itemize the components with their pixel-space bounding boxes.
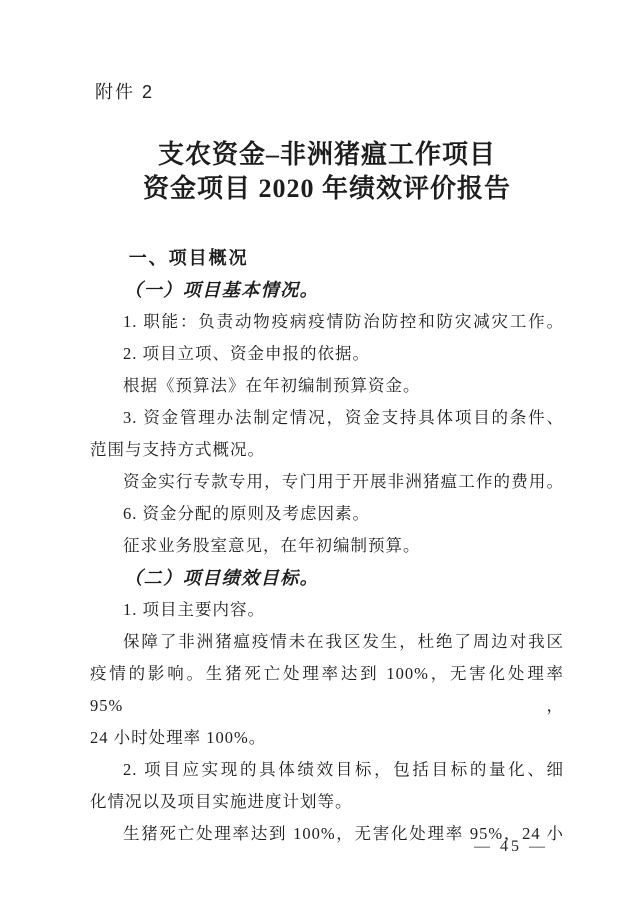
- section-heading-1: 一、项目概况: [128, 248, 249, 268]
- paragraph-line: 根据《预算法》在年初编制预算资金。: [123, 376, 421, 395]
- paragraph-line: 3. 资金管理办法制定情况，资金支持具体项目的条件、: [123, 408, 564, 427]
- paragraph-line: 24 小时处理率 100%。: [90, 728, 267, 747]
- paragraph-line: 保障了非洲猪瘟疫情未在我区发生，杜绝了周边对我区: [123, 632, 564, 651]
- paragraph-line: 征求业务股室意见，在年初编制预算。: [123, 536, 421, 555]
- subsection-heading-2: （二）项目绩效目标。: [124, 568, 320, 588]
- paragraph-line: 化情况以及项目实施进度计划等。: [90, 792, 353, 811]
- paragraph-line: 6. 资金分配的原则及考虑因素。: [123, 504, 370, 523]
- paragraph-line: 1. 职能：负责动物疫病疫情防治防控和防灾减灾工作。: [123, 312, 564, 331]
- subsection-heading-1: （一）项目基本情况。: [124, 280, 320, 300]
- document-title-line2: 资金项目 2020 年绩效评价报告: [142, 174, 511, 203]
- document-body: [90, 242, 564, 850]
- page-number: — 45 —: [474, 838, 548, 855]
- paragraph-line: 疫情的影响。生猪死亡处理率达到 100%，无害化处理率 95%，: [90, 664, 564, 715]
- paragraph-line: 2. 项目立项、资金申报的依据。: [123, 344, 370, 363]
- document-title-line1: 支农资金–非洲猪瘟工作项目: [157, 140, 496, 169]
- document-title: [90, 138, 564, 206]
- paragraph-line: 资金实行专款专用，专门用于开展非洲猪瘟工作的费用。: [123, 472, 564, 491]
- paragraph-line: 范围与支持方式概况。: [90, 440, 265, 459]
- paragraph-line: 1. 项目主要内容。: [123, 600, 265, 619]
- attachment-label: 附件 2: [95, 82, 155, 102]
- paragraph-line: 2. 项目应实现的具体绩效目标，包括目标的量化、细: [123, 760, 564, 779]
- paragraph-line: 生猪死亡处理率达到 100%，无害化处理率 95%，24 小: [123, 824, 564, 843]
